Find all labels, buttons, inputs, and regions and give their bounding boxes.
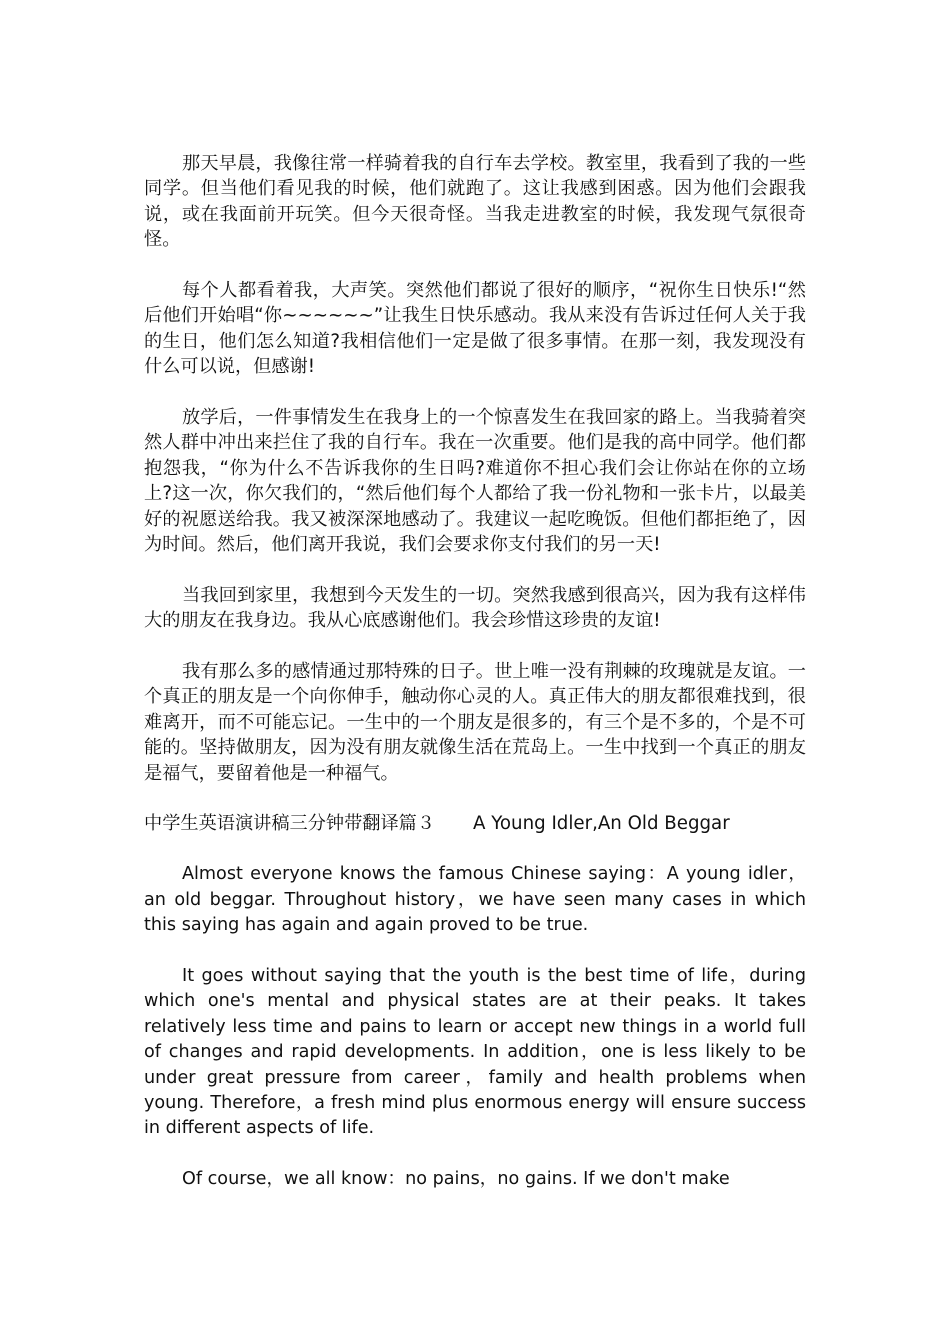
- en-paragraph-1: Almost everyone knows the famous Chinese saying：A young idler，an old beggar. Throughout history，we have seen many cases in which this saying has again and again proved to be true.: [144, 864, 806, 936]
- paragraph-gap: [144, 1142, 806, 1167]
- section-heading-cn: 中学生英语演讲稿三分钟带翻译篇３: [144, 813, 436, 835]
- paragraph-gap: [144, 786, 806, 811]
- cn-paragraph-2: 每个人都看着我，大声笑。突然他们都说了很好的顺序，“祝你生日快乐!“然后他们开始唱“你~~~~~~”让我生日快乐感动。我从来没有告诉过任何人关于我的生日，他们怎么知道?我相信他们一定是做了很多事情。在那一刻，我发现没有什么可以说，但感谢!: [144, 280, 806, 378]
- en-paragraph-3: Of course，we all know：no pains，no gains. If we don't make: [182, 1169, 730, 1190]
- paragraph-gap: [144, 380, 806, 405]
- document-body: [144, 151, 806, 1193]
- paragraph-gap: [144, 634, 806, 659]
- cn-paragraph-3: 放学后，一件事情发生在我身上的一个惊喜发生在我回家的路上。当我骑着突然人群中冲出来拦住了我的自行车。我在一次重要。他们是我的高中同学。他们都抱怨我，“你为什么不告诉我你的生日吗?难道你不担心我们会让你站在你的立场上?这一次，你欠我们的，“然后他们每个人都给了我一份礼物和一张卡片，以最美好的祝愿送给我。我又被深深地感动了。我建议一起吃晚饭。但他们都拒绝了，因为时间。然后，他们离开我说，我们会要求你支付我们的另一天!: [144, 407, 806, 556]
- paragraph-gap: [144, 939, 806, 964]
- paragraph-gap: [144, 253, 806, 278]
- en-paragraph-2: It goes without saying that the youth is the best time of life，during which one's mental and physical states are at their peaks. It takes relatively less time and pains to learn or accept new things in a world full of changes and rapid developments. In addition，one is less likely to be under great pressure from career，family and health problems when young. Therefore，a fresh mind plus enormous energy will ensure success in different aspects of life.: [144, 965, 806, 1139]
- cn-paragraph-5: 我有那么多的感情通过那特殊的日子。世上唯一没有荆棘的玫瑰就是友谊。一个真正的朋友是一个向你伸手，触动你心灵的人。真正伟大的朋友都很难找到，很难离开，而不可能忘记。一生中的一个朋友是很多的，有三个是不多的，个是不可能的。坚持做朋友，因为没有朋友就像生活在荒岛上。一生中找到一个真正的朋友是福气，要留着他是一种福气。: [144, 661, 806, 784]
- cn-paragraph-4: 当我回到家里，我想到今天发生的一切。突然我感到很高兴，因为我有这样伟大的朋友在我身边。我从心底感谢他们。我会珍惜这珍贵的友谊!: [144, 584, 806, 632]
- section-heading: [144, 811, 806, 836]
- paragraph-gap: [144, 837, 806, 862]
- cn-paragraph-1: 那天早晨，我像往常一样骑着我的自行车去学校。教室里，我看到了我的一些同学。但当他们看见我的时候，他们就跑了。这让我感到困惑。因为他们会跟我说，或在我面前开玩笑。但今天很奇怪。当我走进教室的时候，我发现气氛很奇怪。: [144, 153, 806, 251]
- section-heading-en: A Young Idler,An Old Beggar: [473, 813, 730, 835]
- paragraph-gap: [144, 557, 806, 582]
